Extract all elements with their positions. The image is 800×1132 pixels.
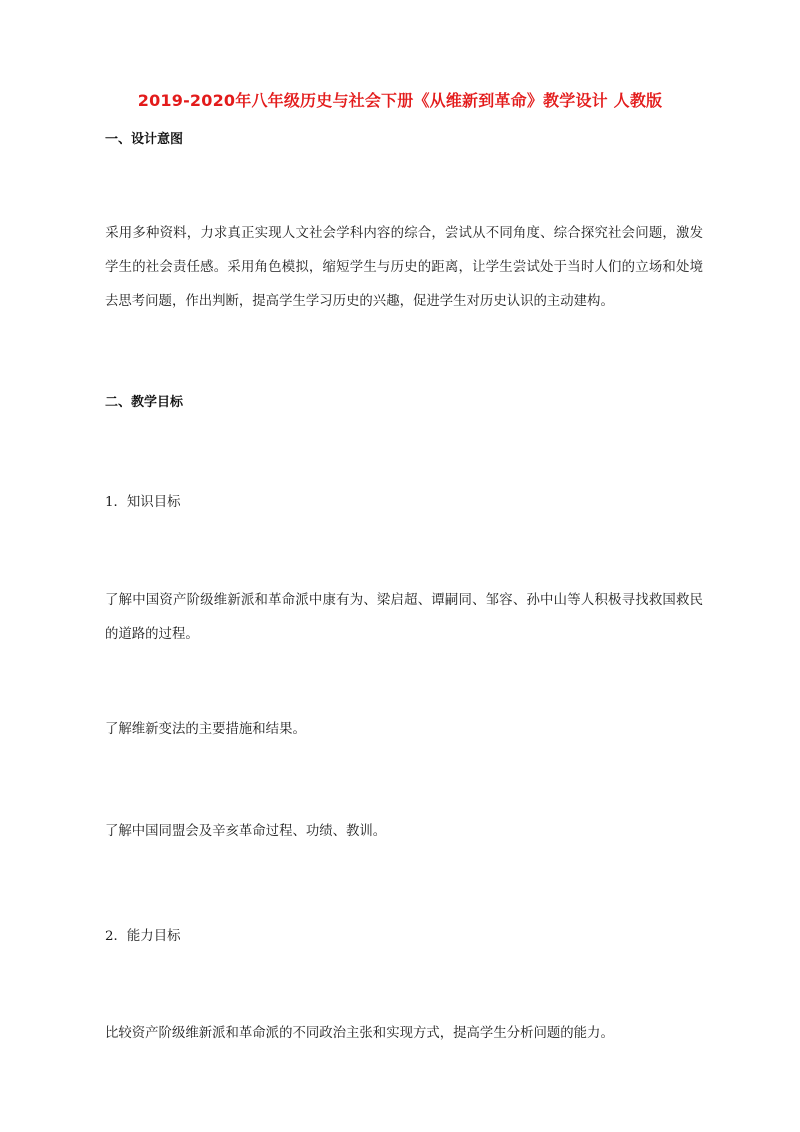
section-heading-design-intent: 一、设计意图 [105, 132, 184, 147]
subheading-ability-goals: 2．能力目标 [105, 929, 181, 944]
paragraph-knowledge-item-3: 了解中国同盟会及辛亥革命过程、功绩、教训。 [105, 824, 387, 839]
paragraph-design-intent [105, 217, 703, 319]
document-title: 2019-2020年八年级历史与社会下册《从维新到革命》教学设计 人教版 [137, 91, 663, 110]
paragraph-ability-item-1: 比较资产阶级维新派和革命派的不同政治主张和实现方式，提高学生分析问题的能力。 [105, 1026, 614, 1041]
subheading-knowledge-goals: 1．知识目标 [105, 495, 181, 510]
paragraph-knowledge-item-1: 了解中国资产阶级维新派和革命派中康有为、梁启超、谭嗣同、邹容、孙中山等人积极寻找救国救民的道路的过程。 [105, 593, 703, 642]
section-heading-teaching-goals: 二、教学目标 [105, 395, 184, 410]
paragraph-text: 采用多种资料，力求真正实现人文社会学科内容的综合，尝试从不同角度、综合探究社会问题，激发学生的社会责任感。采用角色模拟，缩短学生与历史的距离，让学生尝试处于当时人们的立场和处境去思考问题，作出判断，提高学生学习历史的兴趣，促进学生对历史认识的主动建构。 [105, 226, 703, 309]
paragraph-knowledge-item-2: 了解维新变法的主要措施和结果。 [105, 722, 306, 737]
